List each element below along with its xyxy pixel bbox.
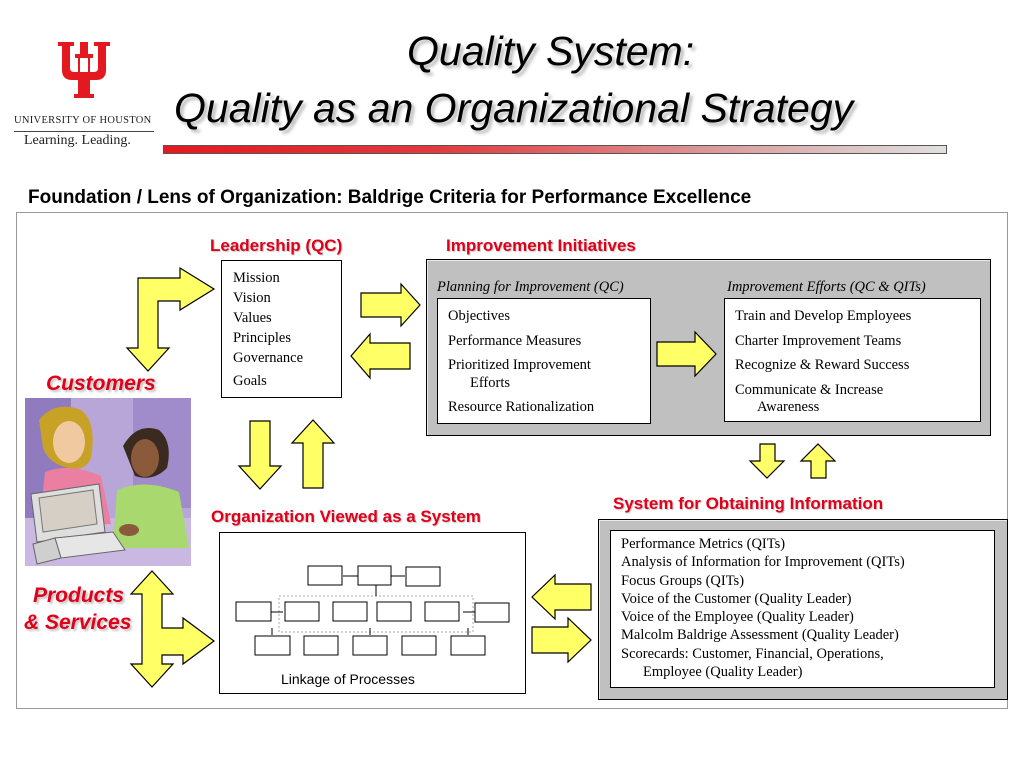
- arrow-left-icon: [532, 575, 591, 619]
- arrow-right-icon: [657, 332, 716, 376]
- efforts-item: Communicate & Increase: [735, 381, 884, 398]
- leadership-item: Values: [233, 310, 272, 326]
- products-organization-arrow-icon: [131, 571, 214, 687]
- info-item: Voice of the Employee (Quality Leader): [621, 609, 854, 626]
- info-item: Focus Groups (QITs): [621, 572, 745, 589]
- planning-heading: Planning for Improvement (QC): [437, 279, 624, 295]
- arrow-down-icon: [239, 421, 281, 489]
- improvement-initiatives-label: Improvement Initiatives: [446, 236, 636, 255]
- title-line-2: Quality as an Organizational Strategy: [174, 85, 854, 131]
- leadership-item: Mission: [233, 270, 280, 286]
- planning-item: Objectives: [448, 308, 511, 324]
- info-item: Performance Metrics (QITs): [621, 536, 786, 552]
- planning-item: Prioritized Improvement: [448, 357, 591, 373]
- leadership-item: Vision: [233, 290, 271, 306]
- information-system-label: System for Obtaining Information: [613, 494, 884, 513]
- arrow-up-icon: [801, 444, 835, 478]
- efforts-heading: Improvement Efforts (QC & QITs): [727, 279, 926, 295]
- customers-leadership-arrow-icon: [127, 268, 214, 371]
- arrow-right-icon: [361, 284, 420, 326]
- title-line-1: Quality System:: [407, 28, 695, 74]
- planning-item: Resource Rationalization: [448, 398, 595, 415]
- arrow-up-icon: [292, 420, 334, 488]
- info-item-continued: Employee (Quality Leader): [643, 664, 803, 681]
- efforts-item: Charter Improvement Teams: [735, 332, 902, 349]
- arrow-down-icon: [750, 444, 784, 478]
- foundation-subtitle: Foundation / Lens of Organization: Baldrige Criteria for Performance Excellence: [28, 187, 752, 208]
- planning-item: Performance Measures: [448, 332, 582, 349]
- info-item: Voice of the Customer (Quality Leader): [621, 590, 852, 607]
- arrow-right-icon: [532, 618, 591, 662]
- organization-system-label: Organization Viewed as a System: [211, 507, 481, 526]
- info-item: Malcolm Baldrige Assessment (Quality Leader): [621, 627, 899, 644]
- arrow-left-icon: [351, 334, 410, 378]
- leadership-item: Governance: [233, 350, 304, 366]
- customers-label: Customers: [46, 372, 156, 395]
- leadership-label: Leadership (QC): [210, 236, 343, 255]
- info-item: Scorecards: Customer, Financial, Operations,: [621, 645, 884, 662]
- efforts-item: Train and Develop Employees: [735, 308, 912, 324]
- linkage-of-processes-label: Linkage of Processes: [281, 671, 415, 687]
- logo-university-name: UNIVERSITY OF HOUSTON: [14, 115, 152, 126]
- efforts-item-continued: Awareness: [757, 399, 820, 415]
- planning-item-continued: Efforts: [470, 374, 511, 391]
- efforts-item: Recognize & Reward Success: [735, 357, 910, 373]
- info-item: Analysis of Information for Improvement (QITs): [621, 554, 905, 571]
- leadership-item: Goals: [233, 373, 267, 389]
- logo-tagline: Learning. Leading.: [24, 133, 131, 148]
- products-label-line2: & Services: [24, 611, 132, 634]
- leadership-item: Principles: [233, 330, 291, 346]
- products-label-line1: Products: [33, 584, 125, 607]
